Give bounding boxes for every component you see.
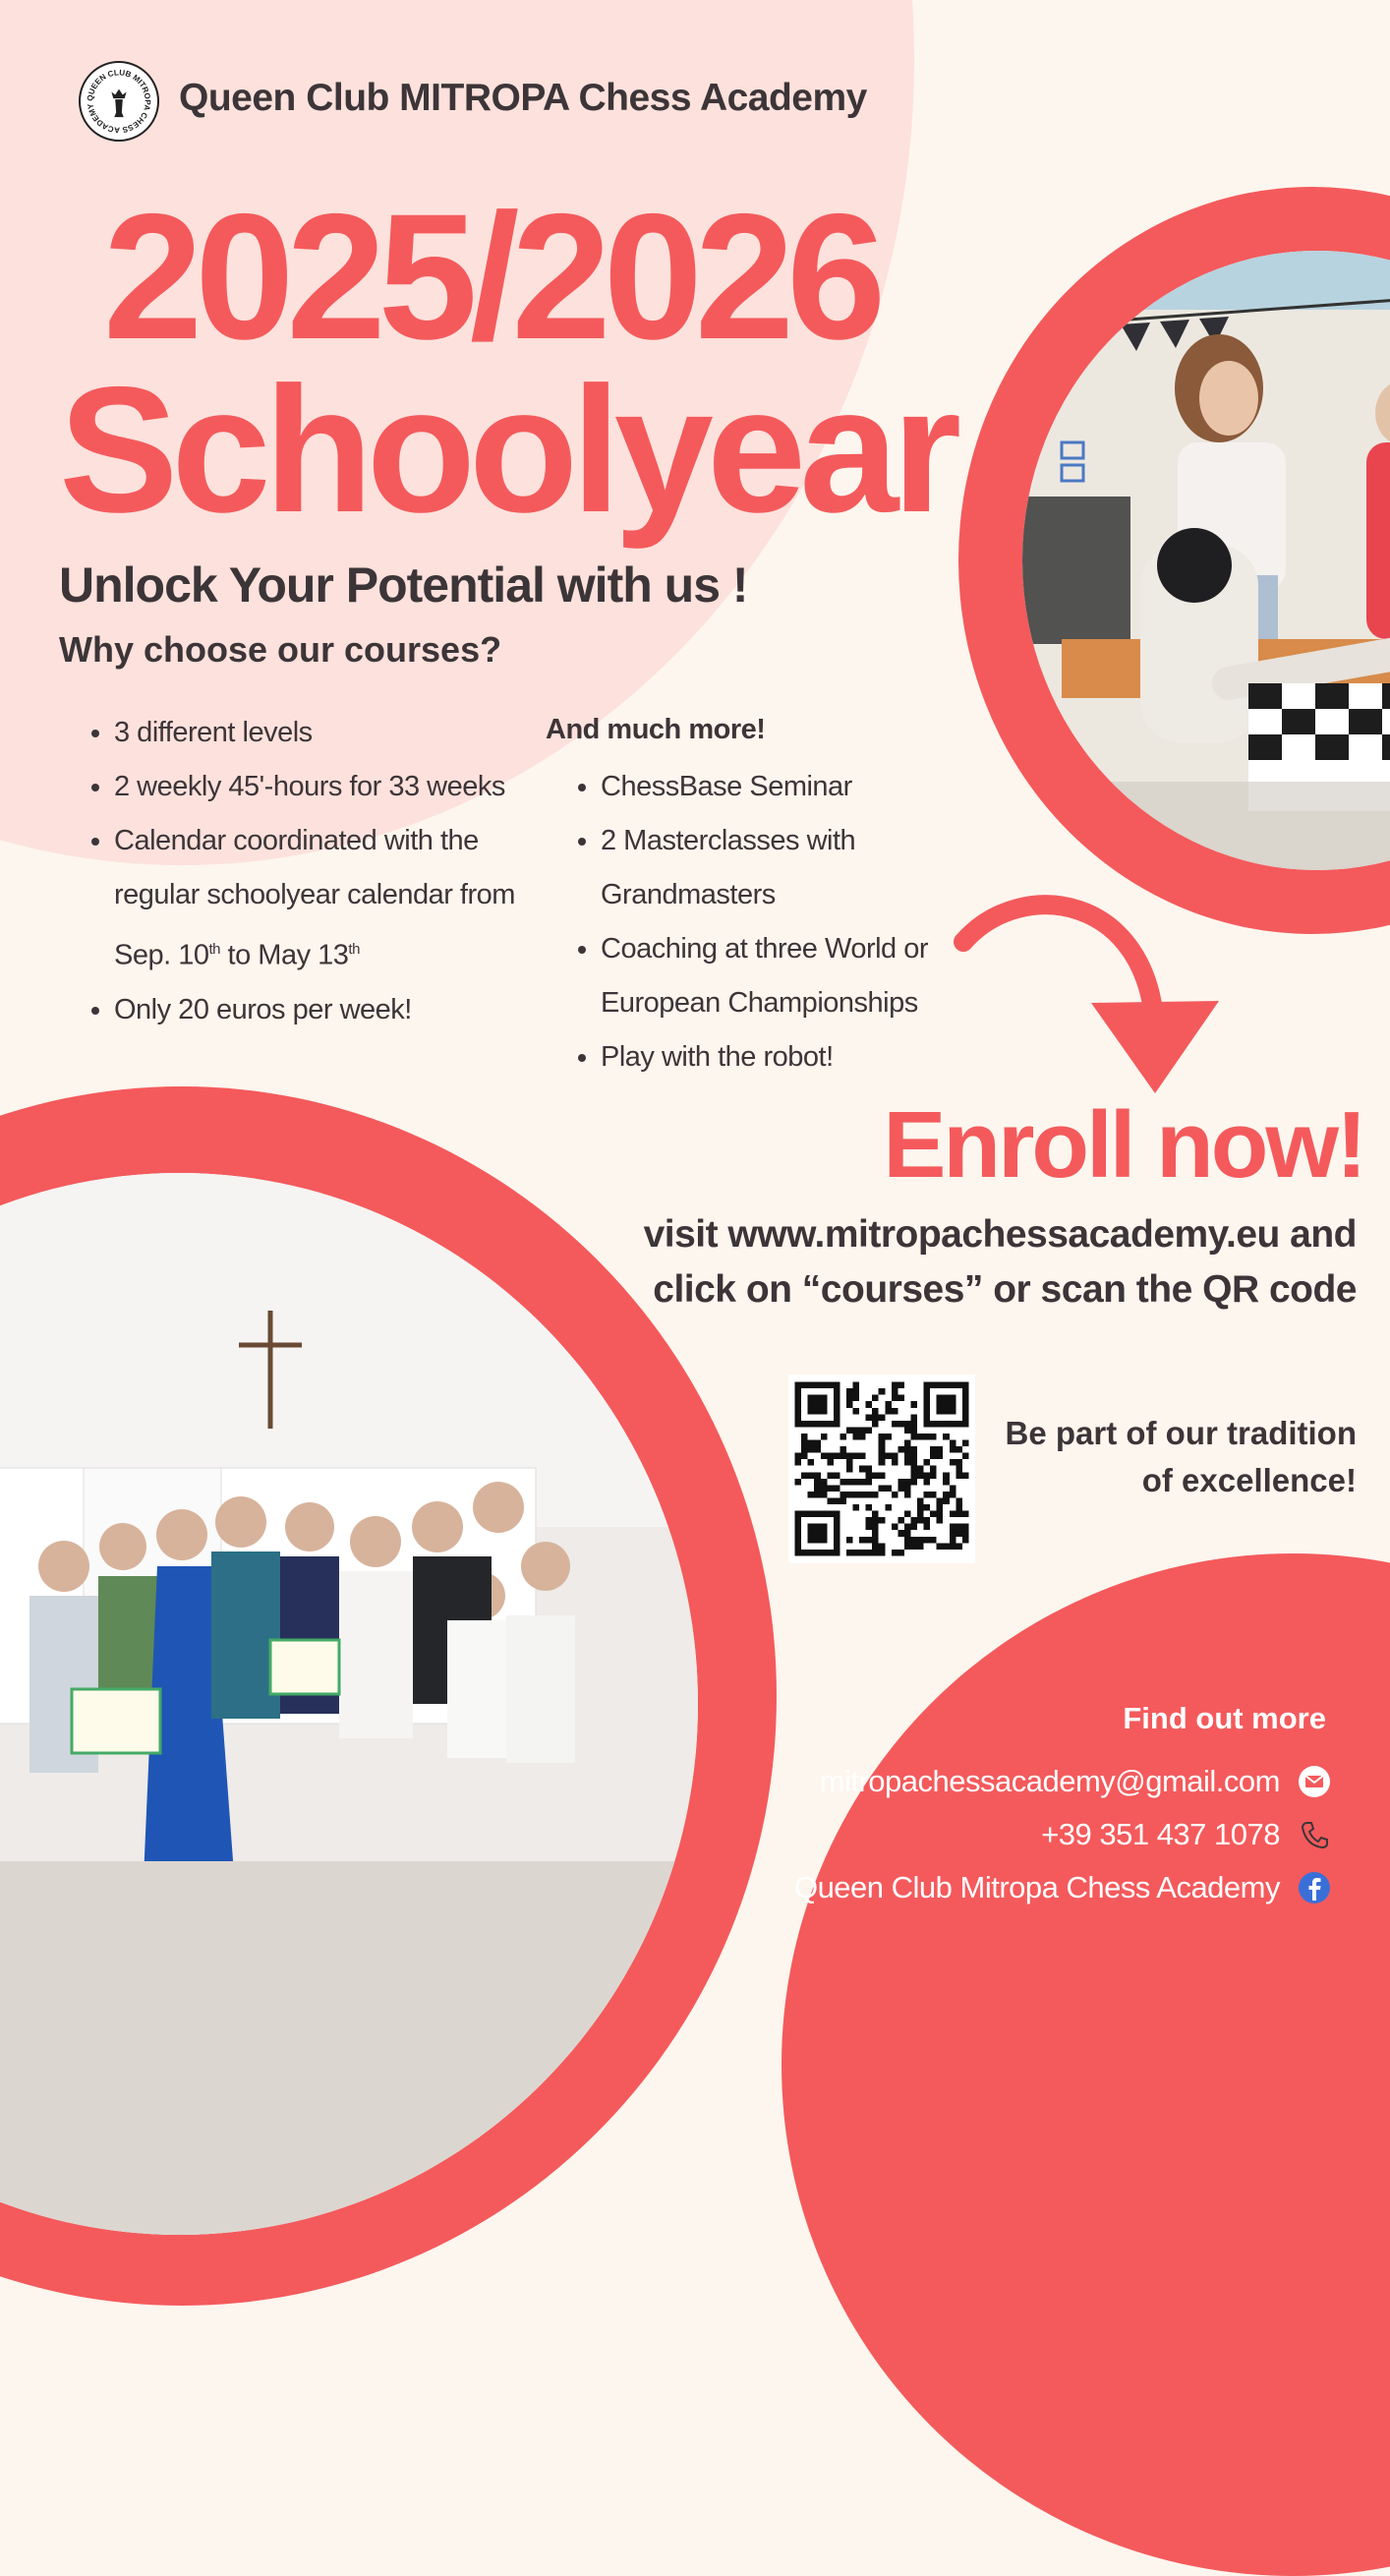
arrow-icon xyxy=(954,885,1229,1101)
tradition-line: of excellence! xyxy=(1141,1462,1357,1498)
list-item: • 3 different levels xyxy=(114,706,550,760)
headline: Unlock Your Potential with us ! xyxy=(59,557,748,613)
list-item: • Calendar coordinated with the regular schoolyear calendar from Sep. 10th to May 13th xyxy=(114,814,550,983)
extras-list xyxy=(546,760,958,1084)
email-link[interactable]: mitropachessacademy@gmail.com xyxy=(819,1764,1280,1798)
list-item: • Play with the robot! xyxy=(601,1030,958,1084)
list-item: • ChessBase Seminar xyxy=(601,760,958,814)
phone-link[interactable]: +39 351 437 1078 xyxy=(1041,1817,1280,1851)
list-item: • 2 weekly 45'-hours for 33 weeks xyxy=(114,760,550,814)
page-title: Schoolyear xyxy=(59,349,956,550)
svg-text:QUEEN CLUB MITROPA CHESS ACADE: QUEEN CLUB MITROPA CHESS ACADEMY xyxy=(86,68,152,135)
list-item: • Coaching at three World or European Championships xyxy=(601,922,958,1030)
phone-row[interactable] xyxy=(1041,1815,1331,1854)
academy-logo xyxy=(79,61,159,142)
contact-title: Find out more xyxy=(1123,1701,1326,1735)
academy-name: Queen Club MITROPA Chess Academy xyxy=(179,77,867,119)
visit-line: visit www.mitropachessacademy.eu and xyxy=(643,1213,1357,1256)
email-icon xyxy=(1298,1765,1331,1798)
list-item: • 2 Masterclasses with Grandmasters xyxy=(601,814,958,922)
tradition-line: Be part of our tradition xyxy=(1005,1415,1357,1451)
subheadline: Why choose our courses? xyxy=(59,629,502,670)
list-item: • Only 20 euros per week! xyxy=(114,983,550,1037)
features-list xyxy=(59,706,550,1037)
qr-code[interactable] xyxy=(788,1375,975,1563)
visit-line: click on “courses” or scan the QR code xyxy=(653,1268,1357,1311)
phone-icon xyxy=(1298,1818,1331,1851)
facebook-icon xyxy=(1298,1871,1331,1904)
facebook-row[interactable] xyxy=(794,1868,1331,1907)
enroll-heading: Enroll now! xyxy=(883,1092,1364,1198)
visit-instructions xyxy=(644,1207,1357,1317)
facebook-link[interactable]: Queen Club Mitropa Chess Academy xyxy=(793,1870,1280,1904)
school-year: 2025/2026 xyxy=(103,176,879,377)
more-title: And much more! xyxy=(546,714,766,745)
tradition-text xyxy=(1003,1410,1357,1504)
email-row[interactable] xyxy=(820,1762,1331,1801)
